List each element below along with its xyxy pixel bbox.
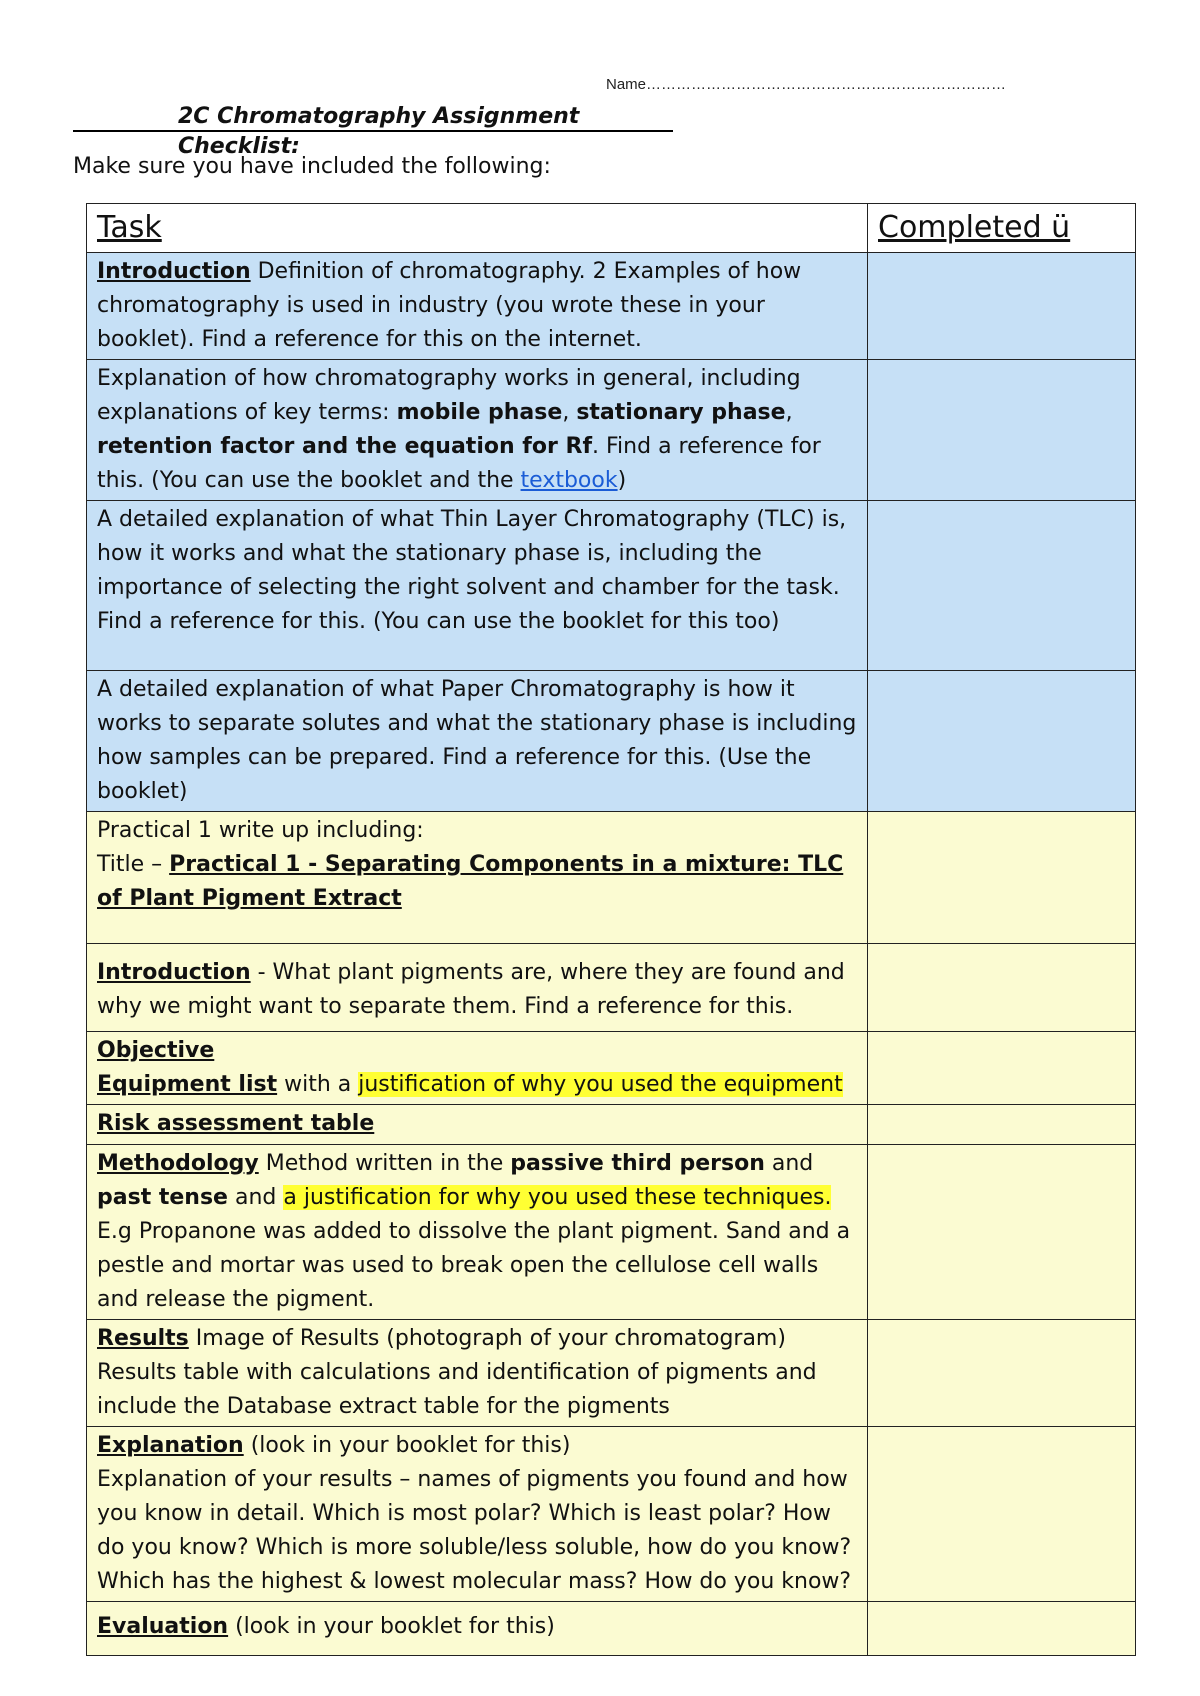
completed-cell[interactable] [868, 1427, 1136, 1602]
task-cell [87, 1032, 868, 1105]
task-text: E.g Propanone was added to dissolve the plant pigment. Sand and a pestle and mortar was used to break open the cellulose cell walls and release the pigment. [97, 1219, 851, 1312]
task-cell [87, 1145, 868, 1320]
practical-title: Practical 1 - Separating Components in a mixture: TLC of Plant Pigment Extract [97, 852, 844, 911]
task-cell: A detailed explanation of what Paper Chromatography is how it works to separate solutes and what the stationary phase is including how samples can be prepared. Find a reference for this. (Use the booklet) [87, 671, 868, 812]
task-text: Method written in the [258, 1151, 511, 1176]
completed-cell[interactable] [868, 1105, 1136, 1145]
task-text: Title – [97, 852, 170, 877]
task-text: (look in your booklet for this) [243, 1433, 571, 1458]
task-cell [87, 812, 868, 944]
section-heading: Results [97, 1326, 189, 1351]
table-row [87, 1320, 1136, 1427]
section-heading: Risk assessment table [97, 1111, 375, 1136]
table-row [87, 1602, 1136, 1656]
checklist-table [86, 203, 1136, 1656]
task-text: Image of Results (photograph of your chromatogram) Results table with calculations and identification of pigments and include the Database extract table for the pigments [97, 1326, 817, 1419]
section-heading: Introduction [97, 259, 251, 284]
section-heading: Explanation [97, 1433, 244, 1458]
task-text: . Find a reference for this. (You can use the booklet and the [97, 434, 821, 493]
completed-cell[interactable] [868, 1320, 1136, 1427]
highlighted-text: a justification for why you used these techniques. [283, 1185, 832, 1210]
task-text: (look in your booklet for this) [228, 1614, 555, 1639]
completed-cell[interactable] [868, 1602, 1136, 1656]
task-text: ) [617, 468, 627, 493]
section-heading: Evaluation [97, 1614, 229, 1639]
key-term: passive third person [510, 1151, 765, 1176]
completed-cell[interactable] [868, 1032, 1136, 1105]
task-cell [87, 1105, 868, 1145]
table-row [87, 944, 1136, 1032]
completed-cell[interactable] [868, 944, 1136, 1032]
key-term: retention factor and the equation for Rf [97, 434, 593, 459]
key-term: past tense [97, 1185, 228, 1210]
table-row [87, 501, 1136, 671]
page-title: 2C Chromatography Assignment Checklist: [73, 102, 673, 132]
highlighted-text: justification of why you used the equipment [358, 1072, 843, 1097]
table-row [87, 1105, 1136, 1145]
task-cell [87, 1602, 868, 1656]
task-text: and [227, 1185, 284, 1210]
completed-cell[interactable] [868, 1145, 1136, 1320]
task-text: - What plant pigments are, where they are found and why we might want to separate them. Find a reference for this. [97, 960, 845, 1019]
section-heading: Objective [97, 1038, 215, 1063]
task-text: , [785, 400, 793, 425]
table-row [87, 812, 1136, 944]
column-header-task: Task [87, 204, 868, 253]
section-heading: Equipment list [97, 1072, 278, 1097]
table-row [87, 1145, 1136, 1320]
completed-cell[interactable] [868, 501, 1136, 671]
task-cell [87, 1320, 868, 1427]
intro-text: Make sure you have included the following: [73, 154, 551, 179]
column-header-completed: Completed ü [868, 204, 1136, 253]
table-row [87, 671, 1136, 812]
completed-cell[interactable] [868, 671, 1136, 812]
section-heading: Methodology [97, 1151, 259, 1176]
task-cell [87, 360, 868, 501]
key-term: stationary phase [576, 400, 786, 425]
table-row [87, 360, 1136, 501]
task-text: and [764, 1151, 814, 1176]
completed-cell[interactable] [868, 253, 1136, 360]
task-cell: A detailed explanation of what Thin Layer Chromatography (TLC) is, how it works and what the stationary phase is, including the importance of selecting the right solvent and chamber for the task. Find a reference for this. (You can use the booklet for this too) [87, 501, 868, 671]
task-cell [87, 944, 868, 1032]
table-row [87, 253, 1136, 360]
textbook-link[interactable]: textbook [520, 468, 618, 493]
task-text: with a [277, 1072, 359, 1097]
task-cell [87, 1427, 868, 1602]
task-cell [87, 253, 868, 360]
name-line: Name……………………………………………………………… [606, 76, 1007, 93]
task-text: Practical 1 write up including: [97, 818, 424, 843]
section-heading: Introduction [97, 960, 251, 985]
task-text: Explanation of how chromatography works in general, including explanations of key terms: [97, 366, 801, 425]
table-header-row [87, 204, 1136, 253]
key-term: mobile phase [396, 400, 563, 425]
task-text: , [562, 400, 577, 425]
task-text: Explanation of your results – names of pigments you found and how you know in detail. Which is most polar? Which is least polar? How do you know? Which is more soluble/less soluble, how do you know? Which has the highest & lowest molecular mass? How do you know? [97, 1467, 852, 1594]
completed-cell[interactable] [868, 812, 1136, 944]
table-row [87, 1427, 1136, 1602]
completed-cell[interactable] [868, 360, 1136, 501]
table-row [87, 1032, 1136, 1105]
task-text: Definition of chromatography. 2 Examples of how chromatography is used in industry (you wrote these in your booklet). Find a reference for this on the internet. [97, 259, 802, 352]
